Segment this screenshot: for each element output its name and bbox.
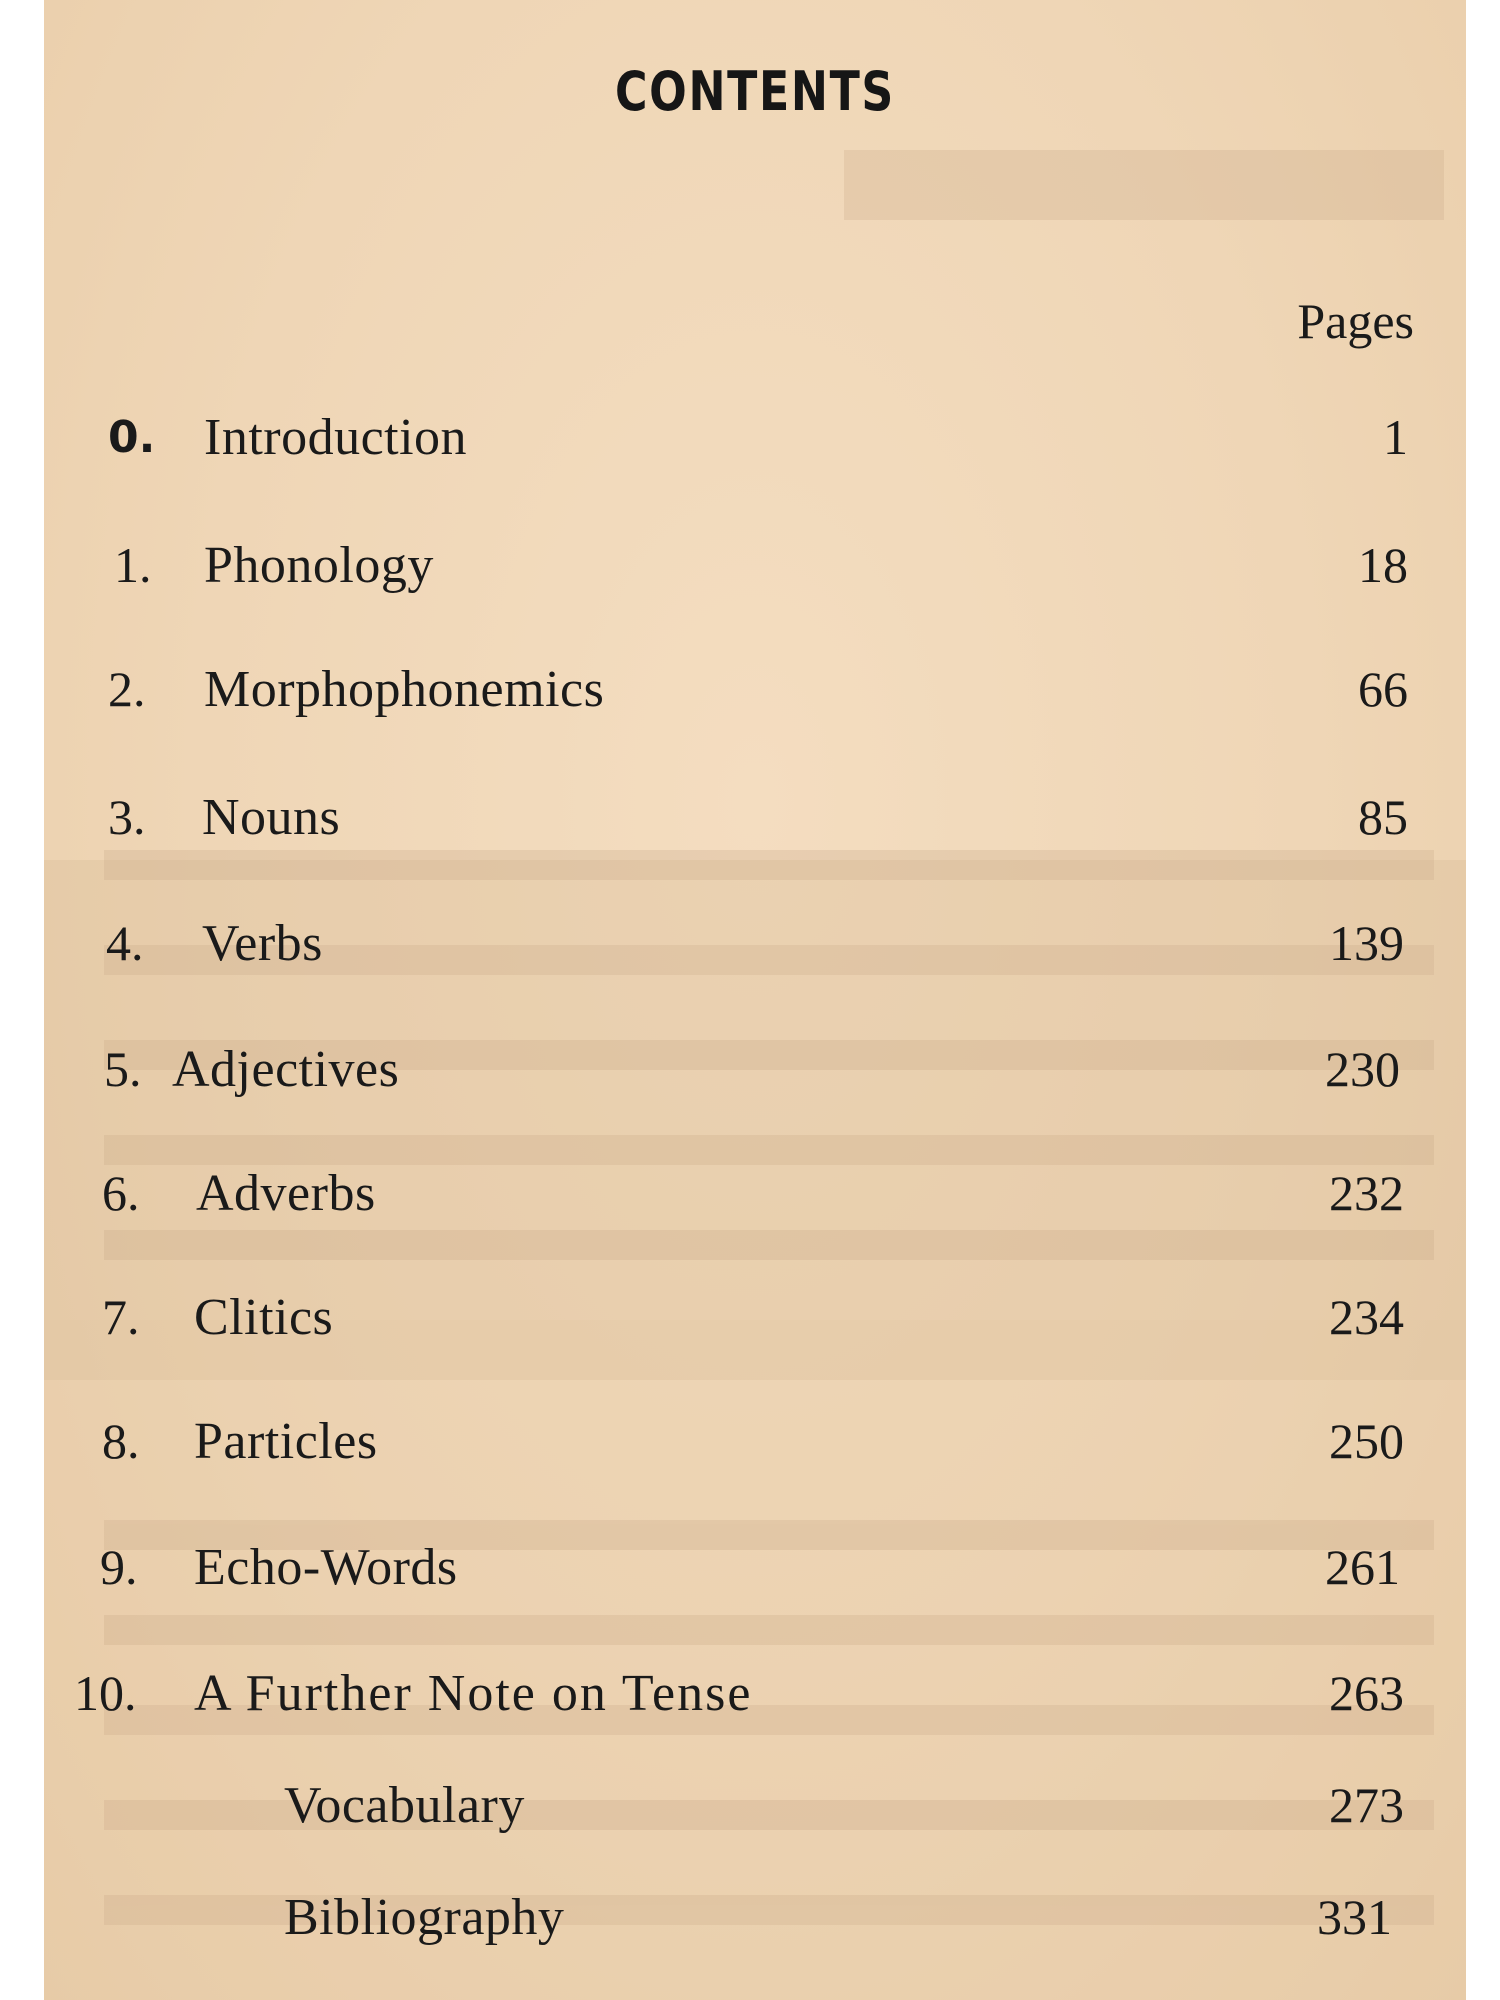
toc-entry-phonology[interactable]	[44, 536, 1466, 606]
entry-number: 3.	[108, 789, 146, 845]
entry-title: Adjectives	[172, 1041, 400, 1098]
entry-number: 5.	[104, 1041, 142, 1097]
toc-entry-adjectives[interactable]	[44, 1040, 1466, 1110]
entry-page: 273	[1329, 1777, 1404, 1833]
toc-entry-verbs[interactable]	[44, 914, 1466, 984]
entry-page: 263	[1329, 1665, 1404, 1721]
entry-title: Echo-Words	[194, 1539, 458, 1596]
entry-page: 331	[1317, 1889, 1392, 1945]
toc-entry-particles[interactable]	[44, 1412, 1466, 1482]
toc-entry-clitics[interactable]	[44, 1288, 1466, 1358]
entry-title: Adverbs	[196, 1165, 376, 1222]
toc-entry-adverbs[interactable]	[44, 1164, 1466, 1234]
entry-number: 2.	[108, 661, 146, 717]
entry-number: 0.	[108, 412, 156, 463]
entry-number: 1.	[114, 537, 152, 593]
entry-page: 230	[1325, 1041, 1400, 1097]
entry-page: 139	[1329, 915, 1404, 971]
entry-number: 4.	[106, 915, 144, 971]
toc-entry-introduction[interactable]	[44, 408, 1466, 478]
entry-title: Morphophonemics	[204, 661, 605, 718]
entry-title: Particles	[194, 1413, 378, 1470]
entry-number: 10.	[74, 1665, 137, 1721]
entry-page: 85	[1358, 789, 1408, 845]
entry-title: Clitics	[194, 1289, 334, 1346]
toc-entry-further-note-on-tense[interactable]	[44, 1664, 1466, 1734]
entry-number: 8.	[102, 1413, 140, 1469]
page-title: CONTENTS	[615, 60, 895, 123]
entry-title: Bibliography	[284, 1889, 565, 1946]
entry-title: Introduction	[204, 409, 468, 466]
entry-title: A Further Note on Tense	[194, 1665, 753, 1722]
entry-number: 6.	[102, 1165, 140, 1221]
toc-entry-echo-words[interactable]	[44, 1538, 1466, 1608]
entry-page: 234	[1329, 1289, 1404, 1345]
entry-page: 232	[1329, 1165, 1404, 1221]
entry-number: 7.	[102, 1289, 140, 1345]
entry-page: 66	[1358, 661, 1408, 717]
entry-number: 9.	[100, 1539, 138, 1595]
entry-title: Vocabulary	[284, 1777, 525, 1834]
entry-title: Nouns	[202, 789, 341, 846]
entry-page: 261	[1325, 1539, 1400, 1595]
entry-title: Verbs	[202, 915, 323, 972]
book-page	[44, 0, 1466, 2000]
entry-page: 1	[1383, 409, 1408, 465]
entry-title: Phonology	[204, 537, 434, 594]
toc-entry-morphophonemics[interactable]	[44, 660, 1466, 730]
toc-entry-nouns[interactable]	[44, 788, 1466, 858]
toc-entry-vocabulary[interactable]	[44, 1776, 1466, 1846]
pages-column-header: Pages	[1297, 293, 1414, 349]
toc-entry-bibliography[interactable]	[44, 1888, 1466, 1958]
entry-page: 18	[1358, 537, 1408, 593]
entry-page: 250	[1329, 1413, 1404, 1469]
